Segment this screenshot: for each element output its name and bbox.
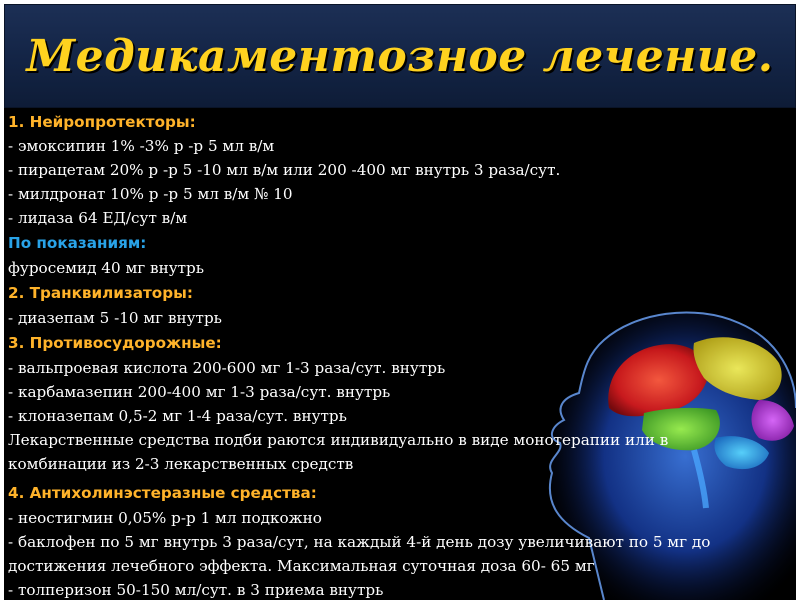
list-item: фуросемид 40 мг внутрь bbox=[8, 259, 205, 277]
subheading-by-indication: По показаниям: bbox=[8, 234, 147, 252]
list-item: - милдронат 10% р -р 5 мл в/м № 10 bbox=[8, 185, 293, 203]
list-item: - диазепам 5 -10 мг внутрь bbox=[8, 309, 222, 327]
list-item: - клоназепам 0,5-2 мг 1-4 раза/сут. внутрь bbox=[8, 407, 347, 425]
list-item: - эмоксипин 1% -3% р -р 5 мл в/м bbox=[8, 137, 275, 155]
list-item: - толперизон 50-150 мл/сут. в 3 приема внутрь bbox=[8, 581, 384, 599]
list-item: - неостигмин 0,05% р-р 1 мл подкожно bbox=[8, 509, 322, 527]
slide-title: Медикаментозное лечение. bbox=[26, 30, 774, 82]
paragraph-line: комбинации из 2-3 лекарственных средств bbox=[8, 455, 354, 473]
list-item: - вальпроевая кислота 200-600 мг 1-3 раза/сут. внутрь bbox=[8, 359, 446, 377]
title-bar bbox=[4, 4, 796, 108]
list-item: - баклофен по 5 мг внутрь 3 раза/сут, на каждый 4-й день дозу увеличивают по 5 мг до bbox=[8, 533, 711, 551]
list-item: - пирацетам 20% р -р 5 -10 мл в/м или 200 -400 мг внутрь 3 раза/сут. bbox=[8, 161, 561, 179]
paragraph-line: Лекарственные средства подби раются индивидуально в виде монотерапии или в bbox=[8, 431, 669, 449]
treatment-list bbox=[4, 108, 796, 600]
section-heading-neuroprotectors: 1. Нейропротекторы: bbox=[8, 113, 196, 131]
list-item: - карбамазепин 200-400 мг 1-3 раза/сут. внутрь bbox=[8, 383, 391, 401]
content-area bbox=[4, 108, 796, 600]
section-heading-anticonvulsants: 3. Противосудорожные: bbox=[8, 334, 222, 352]
list-item: - лидаза 64 ЕД/сут в/м bbox=[8, 209, 188, 227]
section-heading-tranquilizers: 2. Транквилизаторы: bbox=[8, 284, 193, 302]
section-heading-anticholinesterase: 4. Антихолинэстеразные средства: bbox=[8, 484, 317, 502]
paragraph-line: достижения лечебного эффекта. Максимальная суточная доза 60- 65 мг bbox=[8, 557, 595, 575]
